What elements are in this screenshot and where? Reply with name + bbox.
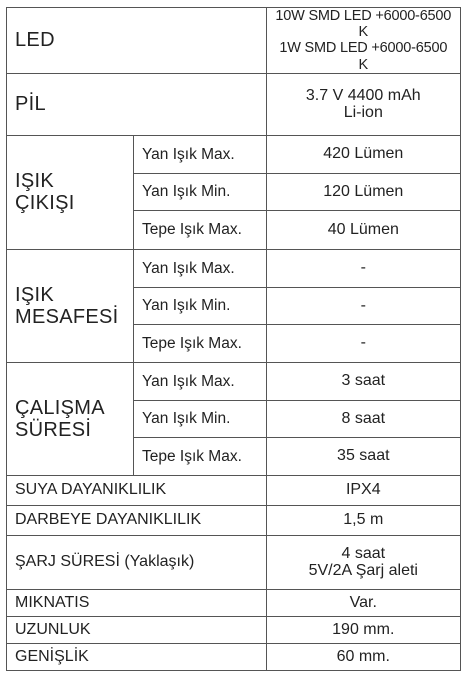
isik-mesafesi-value-3: -: [266, 324, 460, 362]
isik-mesafesi-sub-2: Yan Işık Min.: [133, 287, 266, 324]
sarj-value-line-2: 5V/2A Şarj aleti: [308, 562, 418, 580]
uzunluk-label: UZUNLUK: [7, 616, 267, 643]
isik-cikisi-sub-3: Tepe Işık Max.: [133, 210, 266, 249]
genislik-value: 60 mm.: [266, 643, 460, 670]
calisma-suresi-sub-1: Yan Işık Max.: [133, 362, 266, 400]
sarj-value: [266, 535, 460, 589]
darbeye-value: 1,5 m: [266, 505, 460, 535]
table-row-sarj: [7, 535, 461, 589]
pil-value: [266, 73, 460, 135]
table-row-suya: [7, 475, 461, 505]
miknatis-value: Var.: [266, 589, 460, 616]
sarj-label: ŞARJ SÜRESİ (Yaklaşık): [7, 535, 267, 589]
table-row-miknatis: [7, 589, 461, 616]
genislik-label: GENİŞLİK: [7, 643, 267, 670]
isik-mesafesi-label-line-1: IŞIK: [15, 283, 54, 306]
spec-table: [6, 7, 461, 671]
table-row-led: [7, 8, 461, 74]
led-value: [266, 8, 460, 74]
calisma-suresi-label-line-2: SÜRESİ: [15, 418, 92, 441]
table-row-isik-mesafesi-1: [7, 249, 461, 287]
led-label: LED: [7, 8, 267, 74]
suya-label: SUYA DAYANIKLILIK: [7, 475, 267, 505]
calisma-suresi-label: [7, 362, 134, 475]
sarj-value-line-1: 4 saat: [341, 544, 386, 562]
calisma-suresi-value-3: 35 saat: [266, 437, 460, 475]
pil-value-line-1: 3.7 V 4400 mAh: [305, 86, 421, 104]
isik-mesafesi-sub-3: Tepe Işık Max.: [133, 324, 266, 362]
table-row-darbeye: [7, 505, 461, 535]
miknatis-label: MIKNATIS: [7, 589, 267, 616]
isik-mesafesi-value-2: -: [266, 287, 460, 324]
suya-value: IPX4: [266, 475, 460, 505]
table-row-calisma-suresi-1: [7, 362, 461, 400]
isik-cikisi-sub-2: Yan Işık Min.: [133, 173, 266, 210]
isik-cikisi-label-line-1: IŞIK: [15, 170, 54, 193]
pil-label: PİL: [7, 73, 267, 135]
isik-cikisi-label: [7, 135, 134, 249]
calisma-suresi-value-2: 8 saat: [266, 400, 460, 437]
led-value-line-1: 10W SMD LED +6000-6500 K: [275, 8, 452, 41]
isik-mesafesi-label-line-2: MESAFESİ: [15, 305, 119, 328]
isik-mesafesi-label: [7, 249, 134, 362]
calisma-suresi-sub-3: Tepe Işık Max.: [133, 437, 266, 475]
table-row-uzunluk: [7, 616, 461, 643]
table-row-genislik: [7, 643, 461, 670]
pil-value-line-2: Li-ion: [343, 104, 383, 122]
isik-cikisi-value-2: 120 Lümen: [266, 173, 460, 210]
uzunluk-value: 190 mm.: [266, 616, 460, 643]
isik-cikisi-label-line-2: ÇIKIŞI: [15, 192, 75, 215]
isik-mesafesi-sub-1: Yan Işık Max.: [133, 249, 266, 287]
isik-mesafesi-value-1: -: [266, 249, 460, 287]
led-value-line-2: 1W SMD LED +6000-6500 K: [279, 40, 448, 73]
calisma-suresi-sub-2: Yan Işık Min.: [133, 400, 266, 437]
calisma-suresi-label-line-1: ÇALIŞMA: [15, 396, 105, 419]
isik-cikisi-value-3: 40 Lümen: [266, 210, 460, 249]
table-row-isik-cikisi-1: [7, 135, 461, 173]
calisma-suresi-value-1: 3 saat: [266, 362, 460, 400]
isik-cikisi-sub-1: Yan Işık Max.: [133, 135, 266, 173]
isik-cikisi-value-1: 420 Lümen: [266, 135, 460, 173]
table-row-pil: [7, 73, 461, 135]
darbeye-label: DARBEYE DAYANIKLILIK: [7, 505, 267, 535]
